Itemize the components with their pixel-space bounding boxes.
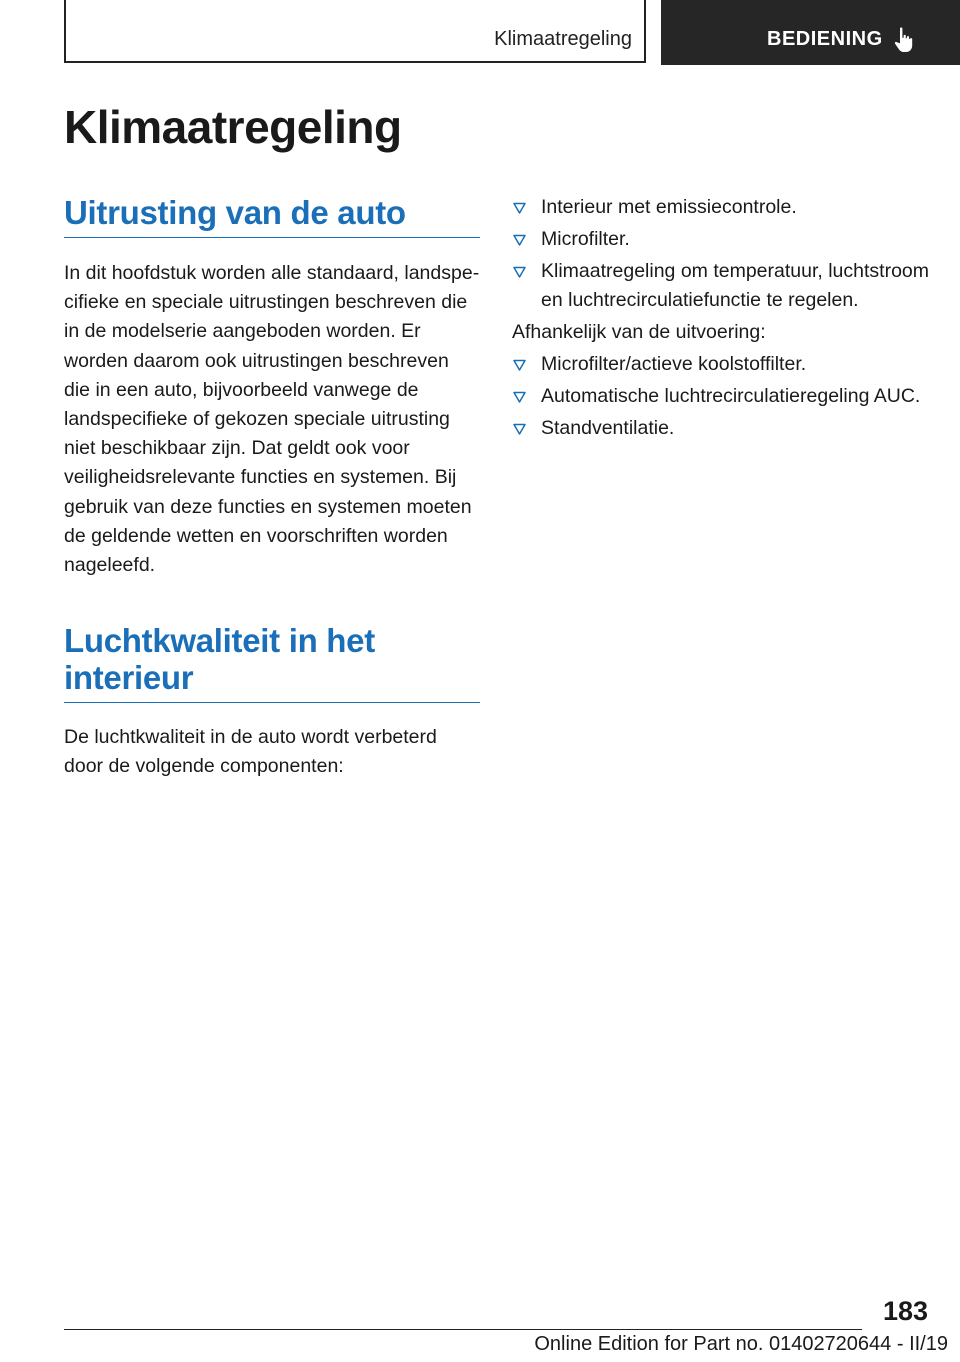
header-section-box [64, 0, 646, 63]
hand-pointer-icon [893, 26, 917, 54]
optional-component-list [512, 350, 932, 443]
right-column [512, 193, 932, 446]
left-column [64, 190, 480, 782]
triangle-bullet-icon [513, 266, 526, 278]
variant-intro: Afhankelijk van de uitvoering: [512, 321, 766, 343]
list-item-text: Microfilter. [541, 228, 630, 250]
list-item-text: Automatische luchtrecirculatieregeling AUC. [541, 385, 921, 407]
triangle-bullet-icon [513, 391, 526, 403]
list-item [512, 257, 932, 315]
section-body-air-quality: De luchtkwaliteit in de auto wordt verbeterd door de volgende componenten: [64, 726, 437, 778]
section-heading-air-quality: Luchtkwaliteit in het interieur [64, 622, 480, 703]
list-item [512, 382, 932, 411]
triangle-bullet-icon [513, 423, 526, 435]
list-item [512, 193, 932, 222]
list-item-text: Interieur met emissiecontrole. [541, 196, 797, 218]
header-chapter-tab [661, 0, 960, 65]
list-item-text: Microfilter/actieve koolstoffilter. [541, 353, 807, 375]
list-item-text: Standventilatie. [541, 417, 675, 439]
list-item [512, 414, 932, 443]
triangle-bullet-icon [513, 234, 526, 246]
list-item [512, 225, 932, 254]
footer-edition: Online Edition for Part no. 01402720644 - II/19 [534, 1333, 948, 1355]
chapter-title: Klimaatregeling [64, 101, 402, 153]
footer-divider [64, 1329, 862, 1330]
component-list [512, 193, 932, 315]
page-number: 183 [882, 1296, 928, 1326]
header-section-label: Klimaatregeling [494, 28, 632, 50]
section-heading-equipment: Uitrusting van de auto [64, 194, 480, 238]
section-body-equipment: In dit hoofdstuk worden alle standaard, landspecifieke en speciale uitrustingen beschreven die in de modelserie aangeboden worden. Er worden daarom ook uitrustingen beschreven die in een auto, bijvoorbeeld vanwege de landspecifieke of gekozen speciale uitrusting niet beschikbaar zijn. Dat geldt ook voor veiligheidsrelevante functies en systemen. Bij gebruik van deze functies en systemen moeten de geldende wetten en voorschriften worden nageleefd. [64, 262, 480, 577]
triangle-bullet-icon [513, 359, 526, 371]
list-item [512, 350, 932, 379]
triangle-bullet-icon [513, 202, 526, 214]
list-item-text: Klimaatregeling om temperatuur, luchtstroom en luchtrecirculatiefunctie te regelen. [541, 260, 930, 311]
header-chapter-label: BEDIENING [767, 28, 883, 50]
